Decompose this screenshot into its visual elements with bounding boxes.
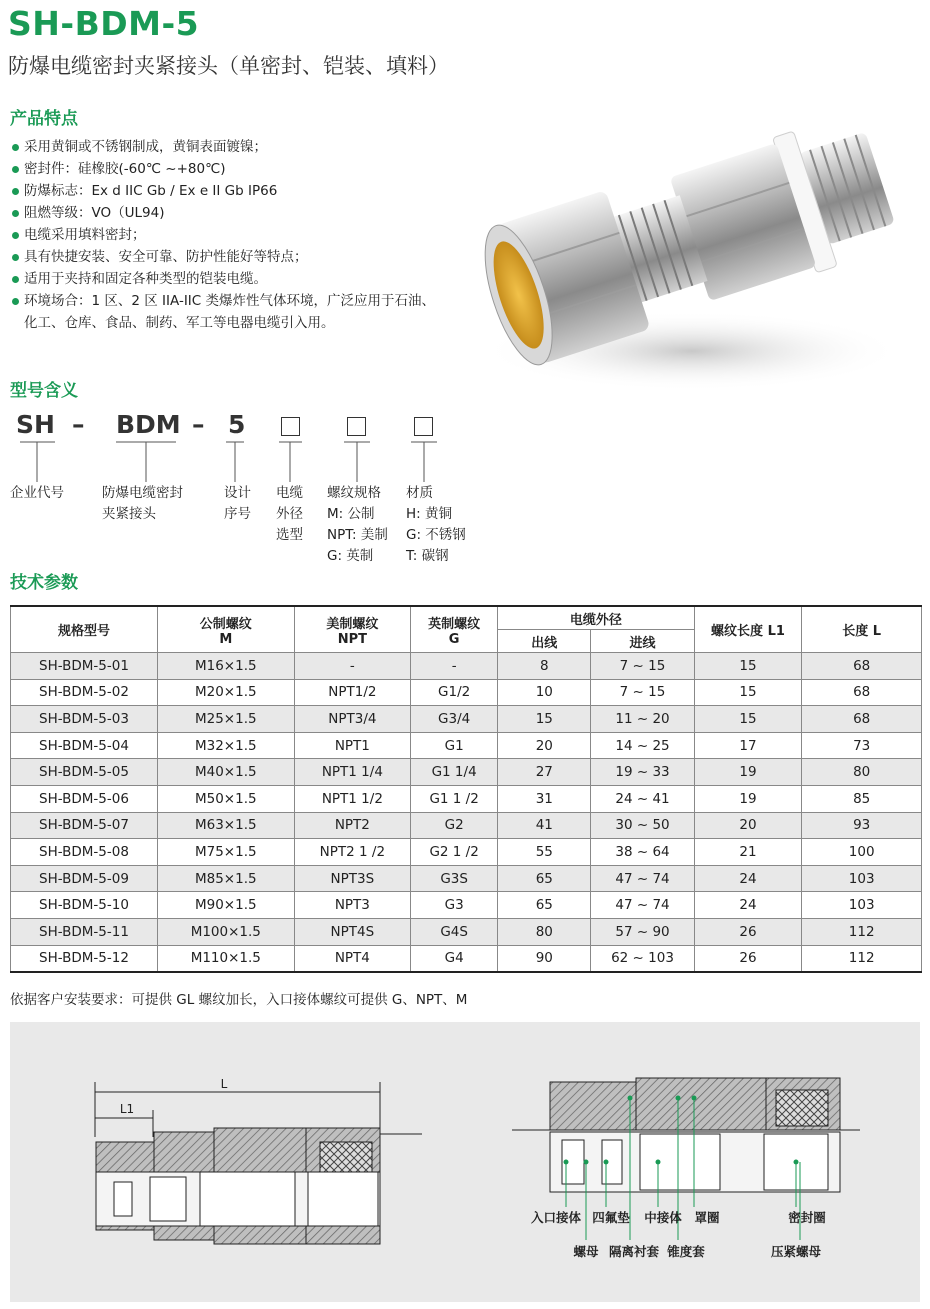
- table-cell: NPT3: [294, 892, 411, 919]
- table-cell: M16×1.5: [157, 653, 294, 680]
- product-subtitle: 防爆电缆密封夹紧接头（单密封、铠装、填料）: [8, 54, 449, 78]
- table-cell: 103: [802, 865, 922, 892]
- model-dash: –: [192, 410, 205, 439]
- table-cell: NPT1/2: [294, 679, 411, 706]
- table-cell: G3/4: [411, 706, 498, 733]
- model-dash: –: [72, 410, 85, 439]
- table-cell: 15: [694, 706, 802, 733]
- label-cover-ring: 罩圈: [694, 1210, 720, 1225]
- table-cell: SH-BDM-5-05: [11, 759, 158, 786]
- table-cell: NPT2 1 /2: [294, 839, 411, 866]
- table-cell: 103: [802, 892, 922, 919]
- table-row: [11, 706, 922, 733]
- model-part-5: 5: [228, 410, 246, 439]
- table-cell: M32×1.5: [157, 732, 294, 759]
- structure-drawing: [10, 1022, 920, 1302]
- table-cell: 26: [694, 945, 802, 972]
- model-part-sh: SH: [16, 410, 55, 439]
- label-nut: 螺母: [573, 1244, 599, 1259]
- table-cell: M110×1.5: [157, 945, 294, 972]
- table-row: [11, 839, 922, 866]
- table-cell: 112: [802, 945, 922, 972]
- table-cell: 14 ~ 25: [591, 732, 694, 759]
- table-cell: 20: [498, 732, 591, 759]
- table-row: [11, 785, 922, 812]
- table-cell: G1: [411, 732, 498, 759]
- table-cell: -: [294, 653, 411, 680]
- dim-l-label: L: [220, 1077, 228, 1091]
- label-design: 设计 序号: [224, 485, 251, 522]
- table-cell: 26: [694, 918, 802, 945]
- table-cell: SH-BDM-5-09: [11, 865, 158, 892]
- col-out: 出线: [498, 630, 591, 653]
- table-cell: 19: [694, 759, 802, 786]
- table-cell: M100×1.5: [157, 918, 294, 945]
- label-isolation-bushing: 隔离衬套: [608, 1244, 660, 1259]
- label-compression-nut: 压紧螺母: [770, 1244, 822, 1259]
- table-cell: NPT1 1/4: [294, 759, 411, 786]
- table-cell: NPT4: [294, 945, 411, 972]
- label-taper-sleeve: 锥度套: [667, 1244, 705, 1259]
- table-cell: 27: [498, 759, 591, 786]
- table-cell: 19: [694, 785, 802, 812]
- thread-box: [347, 417, 366, 436]
- label-ptfe-gasket: 四氟垫: [592, 1210, 630, 1225]
- table-cell: G4S: [411, 918, 498, 945]
- label-inlet-body: 入口接体: [530, 1210, 582, 1225]
- tech-heading: 技术参数: [10, 573, 78, 593]
- table-cell: 80: [802, 759, 922, 786]
- table-cell: M20×1.5: [157, 679, 294, 706]
- features-heading: 产品特点: [10, 109, 78, 129]
- label-cable: 电缆 外径 选型: [276, 485, 303, 543]
- table-cell: G2 1 /2: [411, 839, 498, 866]
- table-row: [11, 679, 922, 706]
- table-cell: NPT1: [294, 732, 411, 759]
- table-cell: M85×1.5: [157, 865, 294, 892]
- table-cell: 24: [694, 865, 802, 892]
- product-photo: [462, 96, 922, 396]
- table-cell: 80: [498, 918, 591, 945]
- table-cell: 68: [802, 653, 922, 680]
- table-cell: SH-BDM-5-06: [11, 785, 158, 812]
- table-cell: M90×1.5: [157, 892, 294, 919]
- label-material: 材质 H: 黄铜 G: 不锈钢 T: 碳钢: [406, 485, 466, 564]
- feature-item-continuation: 化工、仓库、食品、制药、军工等电器电缆引入用。: [24, 315, 335, 331]
- col-in: 进线: [591, 630, 694, 653]
- model-heading: 型号含义: [10, 381, 78, 401]
- table-cell: 85: [802, 785, 922, 812]
- feature-item: 防爆标志：Ex d IIC Gb / Ex e II Gb IP66: [10, 180, 450, 202]
- table-cell: NPT3S: [294, 865, 411, 892]
- table-cell: 100: [802, 839, 922, 866]
- table-cell: SH-BDM-5-03: [11, 706, 158, 733]
- table-row: [11, 918, 922, 945]
- table-cell: G1/2: [411, 679, 498, 706]
- table-cell: 7 ~ 15: [591, 679, 694, 706]
- col-npt: 美制螺纹 NPT: [294, 606, 411, 653]
- table-cell: SH-BDM-5-08: [11, 839, 158, 866]
- table-cell: 73: [802, 732, 922, 759]
- label-product: 防爆电缆密封 夹紧接头: [102, 485, 183, 522]
- col-l1: 螺纹长度 L1: [694, 606, 802, 653]
- spec-table: [10, 605, 922, 973]
- table-row: [11, 945, 922, 972]
- col-l: 长度 L: [802, 606, 922, 653]
- table-cell: G4: [411, 945, 498, 972]
- table-cell: 112: [802, 918, 922, 945]
- cable-size-box: [281, 417, 300, 436]
- table-cell: M25×1.5: [157, 706, 294, 733]
- table-cell: M75×1.5: [157, 839, 294, 866]
- feature-item: 环境场合：1 区、2 区 IIA-IIC 类爆炸性气体环境，广泛应用于石油、: [10, 290, 450, 312]
- feature-item: 密封件：硅橡胶(-60℃ ~+80℃): [10, 158, 450, 180]
- table-cell: 65: [498, 865, 591, 892]
- table-row: [11, 759, 922, 786]
- table-cell: 20: [694, 812, 802, 839]
- table-cell: 41: [498, 812, 591, 839]
- table-cell: SH-BDM-5-12: [11, 945, 158, 972]
- table-cell: 8: [498, 653, 591, 680]
- table-cell: 15: [694, 679, 802, 706]
- table-cell: SH-BDM-5-04: [11, 732, 158, 759]
- table-cell: 24 ~ 41: [591, 785, 694, 812]
- material-box: [414, 417, 433, 436]
- table-cell: 47 ~ 74: [591, 865, 694, 892]
- table-cell: 68: [802, 706, 922, 733]
- feature-item: 具有快捷安装、安全可靠、防护性能好等特点；: [10, 246, 450, 268]
- table-cell: NPT2: [294, 812, 411, 839]
- label-seal-ring: 密封圈: [788, 1210, 826, 1225]
- table-cell: 31: [498, 785, 591, 812]
- col-metric: 公制螺纹 M: [157, 606, 294, 653]
- table-cell: -: [411, 653, 498, 680]
- dim-l1-label: L1: [119, 1102, 135, 1116]
- feature-item: 采用黄铜或不锈钢制成，黄铜表面镀镍；: [10, 136, 450, 158]
- table-cell: SH-BDM-5-07: [11, 812, 158, 839]
- col-g: 英制螺纹 G: [411, 606, 498, 653]
- table-row: [11, 865, 922, 892]
- feature-item: 适用于夹持和固定各种类型的铠装电缆。: [10, 268, 450, 290]
- table-cell: 30 ~ 50: [591, 812, 694, 839]
- table-cell: 55: [498, 839, 591, 866]
- table-cell: G1 1/4: [411, 759, 498, 786]
- table-cell: SH-BDM-5-11: [11, 918, 158, 945]
- feature-item: 阻燃等级：VO（UL94): [10, 202, 450, 224]
- col-cable: 电缆外径: [498, 606, 694, 630]
- table-cell: M40×1.5: [157, 759, 294, 786]
- structure-diagram: [10, 1022, 920, 1302]
- table-cell: G3: [411, 892, 498, 919]
- model-part-bdm: BDM: [116, 410, 181, 439]
- features-list: [10, 136, 450, 334]
- product-title: SH-BDM-5: [8, 4, 200, 43]
- table-cell: 38 ~ 64: [591, 839, 694, 866]
- table-cell: NPT3/4: [294, 706, 411, 733]
- table-row: [11, 732, 922, 759]
- label-middle-body: 中接体: [644, 1210, 682, 1225]
- table-cell: 11 ~ 20: [591, 706, 694, 733]
- table-cell: 10: [498, 679, 591, 706]
- table-cell: M50×1.5: [157, 785, 294, 812]
- table-cell: SH-BDM-5-10: [11, 892, 158, 919]
- table-cell: M63×1.5: [157, 812, 294, 839]
- table-cell: SH-BDM-5-02: [11, 679, 158, 706]
- table-cell: NPT1 1/2: [294, 785, 411, 812]
- label-company: 企业代号: [10, 485, 64, 501]
- table-cell: 57 ~ 90: [591, 918, 694, 945]
- table-cell: G1 1 /2: [411, 785, 498, 812]
- table-cell: 17: [694, 732, 802, 759]
- table-cell: 24: [694, 892, 802, 919]
- table-cell: 15: [498, 706, 591, 733]
- table-row: [11, 653, 922, 680]
- col-model: 规格型号: [11, 606, 158, 653]
- feature-item: 电缆采用填料密封；: [10, 224, 450, 246]
- table-cell: 15: [694, 653, 802, 680]
- table-cell: 21: [694, 839, 802, 866]
- table-row: [11, 892, 922, 919]
- table-cell: G2: [411, 812, 498, 839]
- table-row: [11, 812, 922, 839]
- table-cell: 19 ~ 33: [591, 759, 694, 786]
- table-cell: NPT4S: [294, 918, 411, 945]
- table-note: 依据客户安装要求：可提供 GL 螺纹加长，入口接体螺纹可提供 G、NPT、M: [10, 992, 468, 1008]
- table-cell: 90: [498, 945, 591, 972]
- table-cell: 65: [498, 892, 591, 919]
- table-cell: 47 ~ 74: [591, 892, 694, 919]
- table-cell: 93: [802, 812, 922, 839]
- table-cell: 62 ~ 103: [591, 945, 694, 972]
- table-cell: SH-BDM-5-01: [11, 653, 158, 680]
- label-thread: 螺纹规格 M: 公制 NPT: 美制 G: 英制: [327, 485, 388, 564]
- table-cell: 7 ~ 15: [591, 653, 694, 680]
- table-cell: G3S: [411, 865, 498, 892]
- table-cell: 68: [802, 679, 922, 706]
